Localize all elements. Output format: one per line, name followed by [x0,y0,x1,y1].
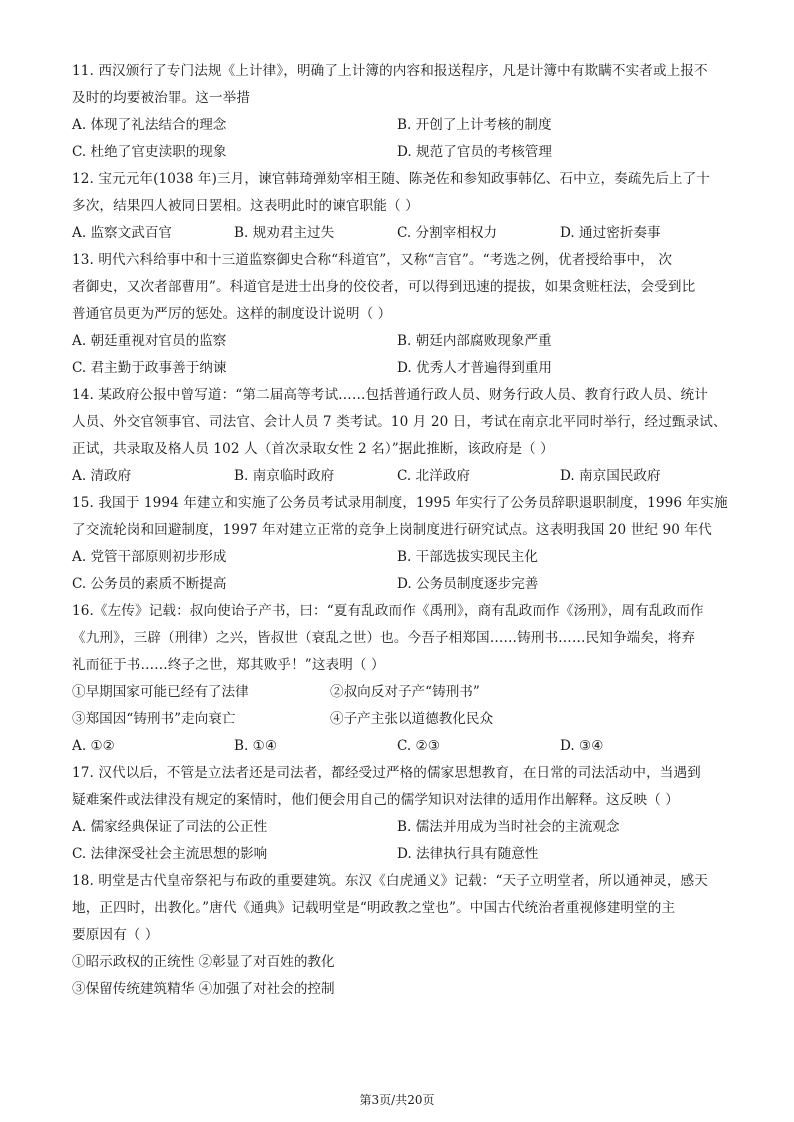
q15-option-a: A. 党管干部原则初步形成 [72,549,227,565]
q11-option-b: B. 开创了上计考核的制度 [397,117,552,133]
question-15-line-1: 15. 我国于 1994 年建立和实施了公务员考试录用制度，1995 年实行了公务员辞职退职制度，1996 年实施 [72,495,728,511]
question-16-line-1: 16.《左传》记载：叔向使诒子产书，曰：“夏有乱政而作《禹刑》，商有乱政而作《汤刑》，周有乱政而作 [72,603,704,619]
question-17-line-1: 17. 汉代以后，不管是立法者还是司法者，都经受过严格的儒家思想教育，在日常的司法活动中，当遇到 [72,765,701,781]
question-14-line-1: 14. 某政府公报中曾写道：“第二届高等考试……包括普通行政人员、财务行政人员、教育行政人员、统计 [72,387,708,403]
q16-option-a: A. ①② [72,738,115,754]
q12-option-b: B. 规劝君主过失 [234,225,335,241]
question-18-line-2: 地，正四时，出教化。”唐代《通典》记载明堂是“明政教之堂也”。中国古代统治者重视修建明堂的主 [72,900,676,916]
q13-option-d: D. 优秀人才普遍得到重用 [397,360,552,376]
question-12-line-2: 多次，结果四人被同日罢相。这表明此时的谏官职能（ ） [72,198,419,214]
question-12-line-1: 12. 宝元元年(1038 年)三月，谏官韩琦弹劾宰相王随、陈尧佐和参知政事韩亿、石中立，奏疏先后上了十 [72,171,711,187]
q16-statement-1: ①早期国家可能已经有了法律 [72,684,249,700]
q18-statement-line-2: ③保留传统建筑精华 ④加强了对社会的控制 [72,981,335,997]
q14-option-a: A. 清政府 [72,468,132,484]
q14-option-d: D. 南京国民政府 [560,468,661,484]
q13-option-c: C. 君主勤于政事善于纳谏 [72,360,227,376]
question-18-line-3: 要原因有（ ） [72,927,159,943]
q17-option-d: D. 法律执行具有随意性 [397,846,539,862]
q12-option-d: D. 通过密折奏事 [560,225,661,241]
q15-option-d: D. 公务员制度逐步完善 [397,576,539,592]
q16-statement-3: ③郑国因“铸刑书”走向衰亡 [72,711,236,727]
q17-option-b: B. 儒法并用成为当时社会的主流观念 [397,819,620,835]
question-18-line-1: 18. 明堂是古代皇帝祭祀与布政的重要建筑。东汉《白虎通义》记载：“天子立明堂者，所以通神灵，感天 [72,873,708,889]
question-14-line-3: 正试，共录取及格人员 102 人（首次录取女性 2 名）”据此推断，该政府是（ ） [72,441,554,457]
q16-statement-4: ④子产主张以道德教化民众 [330,711,494,727]
question-11-line-2: 及时的均要被治罪。这一举措 [72,90,251,106]
question-16-line-2: 《九刑》，三辟（刑律）之兴，皆叔世（衰乱之世）也。今吾子相郑国……铸刑书……民知争端矣，将弃 [72,630,696,646]
question-11-line-1: 11. 西汉颁行了专门法规《上计律》，明确了上计簿的内容和报送程序，凡是计簿中有欺瞒不实者或上报不 [72,63,708,79]
q16-option-c: C. ②③ [397,738,440,754]
question-16-line-3: 礼而征于书……终子之世，郑其败乎！”这表明（ ） [72,657,385,673]
q12-option-a: A. 监察文武百官 [72,225,173,241]
q14-option-b: B. 南京临时政府 [234,468,335,484]
q18-statement-line-1: ①昭示政权的正统性 ②彰显了对百姓的教化 [72,954,335,970]
question-13-line-2: 者御史，又次者部曹用”。科道官是进士出身的佼佼者，可以得到迅速的提拔，如果贪赃枉法，会受到比 [72,279,696,295]
q11-option-d: D. 规范了官员的考核管理 [397,144,552,160]
q17-option-c: C. 法律深受社会主流思想的影响 [72,846,268,862]
question-13-line-3: 普通官员更为严厉的惩处。这样的制度设计说明（ ） [72,306,392,322]
question-13-line-1: 13. 明代六科给事中和十三道监察御史合称“科道官”，又称“言官”。“考选之例，优者授给事中， 次 [72,252,673,268]
q14-option-c: C. 北洋政府 [397,468,470,484]
question-15-line-2: 了交流轮岗和回避制度，1997 年对建立正常的竞争上岗制度进行研究试点。这表明我国 20 世纪 90 年代 [72,522,712,538]
question-14-line-2: 人员、外交官领事官、司法官、会计人员 7 类考试。10 月 20 日，考试在南京北平同时举行，经过甄录试、 [72,414,727,430]
q16-option-b: B. ①④ [234,738,278,754]
q17-option-a: A. 儒家经典保证了司法的公正性 [72,819,268,835]
q15-option-b: B. 干部选拔实现民主化 [397,549,538,565]
page-number: 第3页/共20页 [359,1093,435,1107]
q13-option-b: B. 朝廷内部腐败现象严重 [397,333,552,349]
q15-option-c: C. 公务员的素质不断提高 [72,576,227,592]
q13-option-a: A. 朝廷重视对官员的监察 [72,333,227,349]
q12-option-c: C. 分割宰相权力 [397,225,498,241]
q11-option-a: A. 体现了礼法结合的理念 [72,117,227,133]
question-17-line-2: 疑难案件或法律没有规定的案情时，他们便会用自己的儒学知识对法律的适用作出解释。这反映（ ） [72,792,679,808]
q16-statement-2: ②叔向反对子产“铸刑书” [330,684,480,700]
q16-option-d: D. ③④ [560,738,604,754]
q11-option-c: C. 杜绝了官吏渎职的现象 [72,144,227,160]
